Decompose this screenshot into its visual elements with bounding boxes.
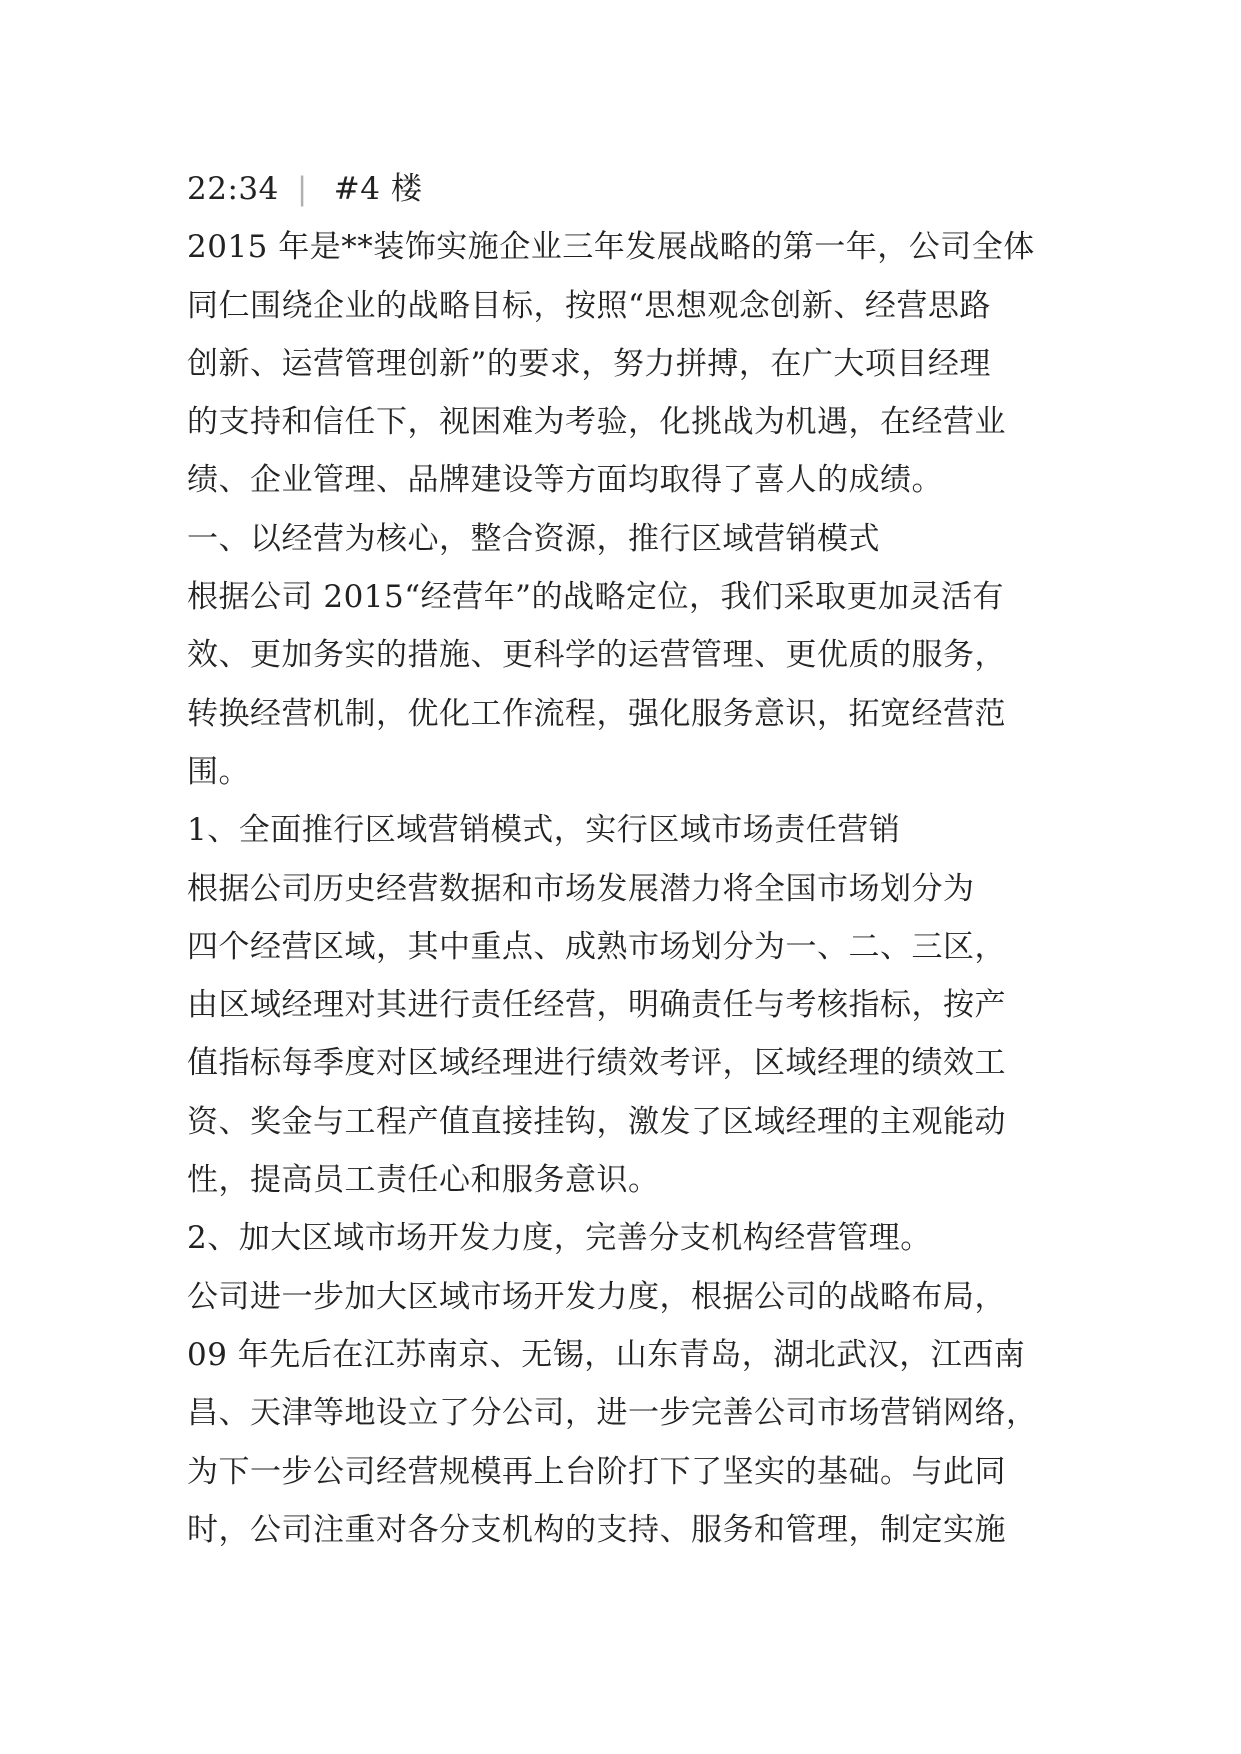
post-time: 22:34 xyxy=(187,171,279,207)
paragraph-line: 效、更加务实的措施、更科学的运营管理、更优质的服务， xyxy=(187,637,1006,674)
paragraph-line: 根据公司 2015“经营年”的战略定位，我们采取更加灵活有 xyxy=(187,579,1004,616)
paragraph-line: 2015 年是**装饰实施企业三年发展战略的第一年，公司全体 xyxy=(187,229,1035,266)
paragraph-line: 值指标每季度对区域经理进行绩效考评，区域经理的绩效工 xyxy=(187,1045,1006,1082)
post-floor: #4 楼 xyxy=(333,171,423,207)
paragraph-line: 性，提高员工责任心和服务意识。 xyxy=(187,1162,660,1199)
paragraph-line: 由区域经理对其进行责任经营，明确责任与考核指标，按产 xyxy=(187,987,1006,1024)
paragraph-line: 转换经营机制，优化工作流程，强化服务意识，拓宽经营范 xyxy=(187,695,1006,732)
paragraph-line: 昌、天津等地设立了分公司，进一步完善公司市场营销网络， xyxy=(187,1395,1038,1432)
paragraph-line: 时，公司注重对各分支机构的支持、服务和管理，制定实施 xyxy=(187,1511,1006,1548)
document-body xyxy=(187,160,1067,1559)
paragraph-line: 围。 xyxy=(187,753,250,790)
subsection-heading: 2、加大区域市场开发力度，完善分支机构经营管理。 xyxy=(187,1220,932,1257)
subsection-heading: 1、全面推行区域营销模式，实行区域市场责任营销 xyxy=(187,812,901,849)
paragraph-line: 的支持和信任下，视困难为考验，化挑战为机遇，在经营业 xyxy=(187,404,1006,441)
paragraph-line: 公司进一步加大区域市场开发力度，根据公司的战略布局， xyxy=(187,1278,1006,1315)
paragraph-line: 09 年先后在江苏南京、无锡，山东青岛，湖北武汉，江西南 xyxy=(187,1336,1026,1373)
post-header xyxy=(187,160,1067,218)
paragraph-line: 绩、企业管理、品牌建设等方面均取得了喜人的成绩。 xyxy=(187,462,943,499)
paragraph-line: 四个经营区域，其中重点、成熟市场划分为一、二、三区， xyxy=(187,928,1006,965)
header-separator: | xyxy=(296,171,308,207)
paragraph-line: 同仁围绕企业的战略目标，按照“思想观念创新、经营思路 xyxy=(187,287,991,324)
paragraph-line: 创新、运营管理创新”的要求，努力拼搏，在广大项目经理 xyxy=(187,345,991,382)
paragraph-line: 为下一步公司经营规模再上台阶打下了坚实的基础。与此同 xyxy=(187,1453,1006,1490)
paragraph-line: 根据公司历史经营数据和市场发展潜力将全国市场划分为 xyxy=(187,870,975,907)
paragraph-line: 资、奖金与工程产值直接挂钩，激发了区域经理的主观能动 xyxy=(187,1103,1006,1140)
section-heading: 一、以经营为核心，整合资源，推行区域营销模式 xyxy=(187,520,880,557)
